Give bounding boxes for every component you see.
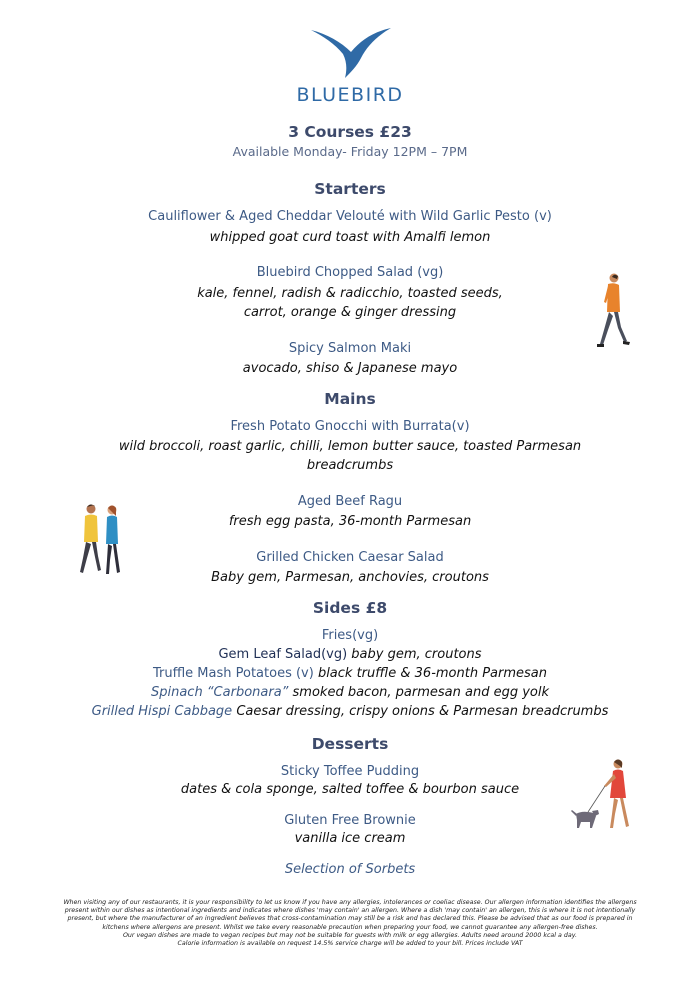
side-item [0, 666, 700, 681]
dish-description-line: wild broccoli, roast garlic, chilli, lemon butter sauce, toasted Parmesan [118, 439, 582, 454]
allergen-notice-line: present within our dishes as intentional ingredients and indicates where dishes 'may contain' an allergen. Where a dish 'may contain' an allergen, this is where it is not intentionally [64, 907, 636, 915]
allergen-notice [40, 899, 660, 948]
allergen-notice-line: Calorie information is available on request 14.5% service charge will be added to your bill. Prices include VAT [177, 940, 523, 948]
dish-description-line: whipped goat curd toast with Amalfi lemon [209, 230, 491, 245]
dish-name: Sticky Toffee Pudding [280, 764, 420, 779]
side-description: smoked bacon, parmesan and egg yolk [288, 685, 550, 700]
dish-name: Selection of Sorbets [284, 862, 416, 877]
dish-name: Aged Beef Ragu [297, 494, 403, 509]
side-name: Fries(vg) [321, 628, 379, 643]
offer-availability: Available Monday- Friday 12PM – 7PM [232, 144, 468, 159]
dish-name: Fresh Potato Gnocchi with Burrata(v) [230, 419, 470, 434]
side-description: Caesar dressing, crispy onions & Parmesan breadcrumbs [232, 704, 609, 719]
dish-name: Bluebird Chopped Salad (vg) [256, 265, 444, 280]
dish-name: Gluten Free Brownie [284, 813, 416, 828]
section-heading-starters: Starters [314, 180, 386, 198]
side-item [0, 685, 700, 700]
dish-description [0, 228, 700, 247]
dish-description-line: fresh egg pasta, 36-month Parmesan [228, 514, 472, 529]
allergen-notice-line: present, but where the manufacturer of an ingredient believes that cross-contamination may still be a risk and has declared this. Please be advised that as our food is prepared in [67, 915, 633, 923]
side-name: Gem Leaf Salad(vg) [218, 647, 348, 662]
section-heading-sides: Sides £8 [312, 599, 388, 617]
dish-description-line: carrot, orange & ginger dressing [243, 305, 457, 320]
dish-description-line: dates & cola sponge, salted toffee & bourbon sauce [180, 782, 520, 797]
side-item [0, 628, 700, 643]
allergen-notice-line: kitchens where allergens are present. Whilst we take every reasonable precaution when preparing your food, we cannot guarantee any allergen-free dishes. [102, 923, 598, 931]
brand-name: BLUEBIRD [296, 84, 404, 106]
dish-description-line: avocado, shiso & Japanese mayo [242, 361, 458, 376]
allergen-notice-line: Our vegan dishes are made to vegan recipes but may not be suitable for guests with milk or egg allergies. Adults need around 2000 kcal a day. [122, 931, 578, 939]
dish-description-line: vanilla ice cream [294, 831, 406, 846]
side-description: baby gem, croutons [347, 647, 482, 662]
section-heading-mains: Mains [324, 390, 376, 408]
bluebird-logo-icon [305, 22, 395, 82]
allergen-notice-line: When visiting any of our restaurants, it is your responsibility to let us know if you have any allergies, intolerances or coeliac disease. Our allergen information identifies the allergens [63, 899, 637, 906]
offer-title: 3 Courses £23 [288, 123, 412, 141]
side-item [0, 647, 700, 662]
dish-description-line: kale, fennel, radish & radicchio, toasted seeds, [197, 286, 503, 301]
section-heading-desserts: Desserts [311, 735, 389, 753]
walking-man-illustration [592, 272, 632, 348]
side-item [0, 704, 700, 719]
walking-couple-illustration [78, 502, 128, 578]
dish-name: Grilled Chicken Caesar Salad [256, 550, 444, 565]
woman-walking-dog-illustration [568, 756, 634, 836]
dish-name: Spicy Salmon Maki [288, 341, 412, 356]
side-name: Truffle Mash Potatoes (v) [152, 666, 314, 681]
side-description: black truffle & 36-month Parmesan [313, 666, 548, 681]
side-name: Spinach “Carbonara” [150, 685, 289, 700]
dish-description-line: Baby gem, Parmesan, anchovies, croutons [211, 570, 489, 585]
dish-description [0, 437, 700, 475]
dish-name: Cauliflower & Aged Cheddar Velouté with Wild Garlic Pesto (v) [148, 209, 552, 224]
side-name: Grilled Hispi Cabbage [91, 704, 233, 719]
dish-description [0, 359, 700, 378]
brand-logo [0, 22, 700, 106]
dish-description-line: breadcrumbs [306, 458, 394, 473]
